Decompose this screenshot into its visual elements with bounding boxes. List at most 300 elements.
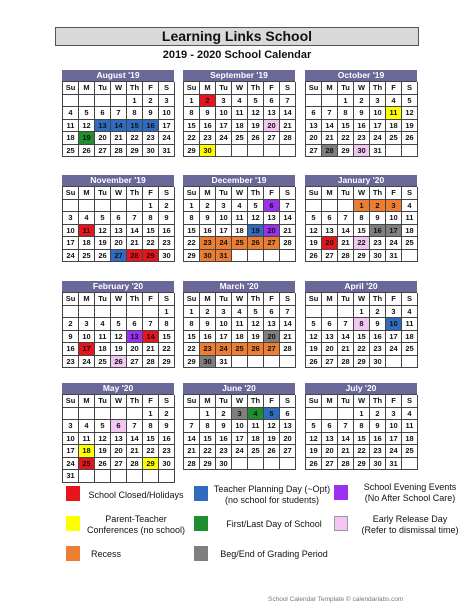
day-cell: 23 [200,343,216,356]
empty-cell [306,306,322,319]
day-cell: 2 [159,200,175,213]
day-cell: 5 [264,408,280,421]
day-cell: 25 [63,145,79,158]
weekday-label: Tu [338,293,354,306]
day-cell: 21 [184,445,200,458]
weekday-label: S [280,187,296,200]
day-cell: 16 [200,120,216,133]
day-cell: 15 [184,120,200,133]
day-cell: 22 [354,343,370,356]
weekday-label: M [79,395,95,408]
day-cell: 25 [95,356,111,369]
day-cell: 30 [143,145,159,158]
day-cell: 10 [63,433,79,446]
month-calendar [305,383,417,470]
weekday-label: W [111,82,127,95]
day-cell: 27 [306,145,322,158]
day-cell: 20 [280,433,296,446]
day-cell: 23 [200,132,216,145]
day-cell: 9 [63,331,79,344]
month-day-grid [62,394,174,483]
day-cell: 11 [95,331,111,344]
empty-cell [322,408,338,421]
empty-cell [280,250,296,263]
weekday-label: Tu [95,82,111,95]
day-cell: 10 [216,107,232,120]
day-cell: 14 [143,331,159,344]
day-cell: 14 [280,107,296,120]
day-cell: 15 [184,225,200,238]
empty-cell [63,95,79,108]
day-cell: 8 [354,318,370,331]
month-calendar [62,70,174,157]
day-cell: 30 [200,145,216,158]
day-cell: 24 [386,445,402,458]
day-cell: 12 [111,331,127,344]
weekday-label: S [159,187,175,200]
day-cell: 2 [354,95,370,108]
day-cell: 20 [306,132,322,145]
month-title: September '19 [183,70,295,81]
day-cell: 9 [370,212,386,225]
day-cell: 27 [111,458,127,471]
empty-cell [95,306,111,319]
weekday-label: S [159,82,175,95]
legend-text: School Closed/Holidays [88,490,184,500]
day-cell: 6 [264,95,280,108]
day-cell: 31 [370,145,386,158]
weekday-label: Th [127,82,143,95]
weekday-label: Su [184,395,200,408]
day-cell: 11 [63,120,79,133]
day-cell: 28 [338,250,354,263]
day-cell: 7 [111,107,127,120]
day-cell: 8 [354,212,370,225]
day-cell: 27 [264,237,280,250]
day-cell: 5 [402,95,418,108]
day-cell: 30 [370,458,386,471]
day-cell: 30 [216,458,232,471]
day-cell: 21 [338,343,354,356]
day-cell: 10 [63,225,79,238]
weekday-label: W [354,395,370,408]
day-cell: 16 [63,343,79,356]
weekday-label: F [386,395,402,408]
month-day-grid [305,186,417,262]
weekday-label: Su [63,187,79,200]
day-cell: 26 [248,237,264,250]
day-cell: 28 [338,356,354,369]
weekday-label: Th [370,293,386,306]
day-cell: 12 [248,212,264,225]
weekday-label: S [402,187,418,200]
day-cell: 20 [111,445,127,458]
day-cell: 19 [306,445,322,458]
legend-swatch-pink [334,516,348,531]
day-cell: 18 [79,445,95,458]
day-cell: 4 [63,107,79,120]
empty-cell [79,200,95,213]
empty-cell [322,306,338,319]
month-title: December '19 [183,175,295,186]
weekday-label: S [280,293,296,306]
day-cell: 9 [159,212,175,225]
day-cell: 13 [264,107,280,120]
day-cell: 12 [402,107,418,120]
weekday-label: M [200,293,216,306]
day-cell: 24 [386,343,402,356]
day-cell: 2 [200,95,216,108]
month-calendar [62,383,174,483]
day-cell: 11 [232,107,248,120]
weekday-label: Th [248,187,264,200]
day-cell: 31 [216,250,232,263]
day-cell: 21 [143,343,159,356]
day-cell: 22 [354,445,370,458]
day-cell: 9 [216,420,232,433]
day-cell: 17 [216,120,232,133]
day-cell: 13 [127,331,143,344]
weekday-label: F [386,293,402,306]
legend-swatch-green [194,516,208,531]
day-cell: 16 [370,225,386,238]
empty-cell [322,95,338,108]
day-cell: 17 [386,331,402,344]
day-cell: 17 [216,331,232,344]
day-cell: 14 [127,225,143,238]
day-cell: 27 [322,250,338,263]
day-cell: 29 [338,145,354,158]
weekday-label: F [386,187,402,200]
day-cell: 24 [216,237,232,250]
day-cell: 19 [402,120,418,133]
day-cell: 26 [79,145,95,158]
day-cell: 6 [111,420,127,433]
day-cell: 27 [280,445,296,458]
day-cell: 6 [95,107,111,120]
day-cell: 25 [386,132,402,145]
day-cell: 9 [354,107,370,120]
day-cell: 21 [338,445,354,458]
day-cell: 15 [354,433,370,446]
empty-cell [306,408,322,421]
day-cell: 23 [370,237,386,250]
day-cell: 9 [370,318,386,331]
day-cell: 26 [248,343,264,356]
day-cell: 2 [370,306,386,319]
day-cell: 24 [79,356,95,369]
empty-cell [248,458,264,471]
day-cell: 29 [143,458,159,471]
weekday-label: Th [370,187,386,200]
day-cell: 3 [216,306,232,319]
day-cell: 3 [216,200,232,213]
day-cell: 25 [232,132,248,145]
month-day-grid [183,186,295,262]
day-cell: 4 [386,95,402,108]
day-cell: 18 [402,331,418,344]
empty-cell [338,200,354,213]
day-cell: 25 [79,250,95,263]
day-cell: 6 [111,212,127,225]
month-day-grid [62,292,174,368]
day-cell: 3 [386,200,402,213]
day-cell: 8 [338,107,354,120]
weekday-label: W [232,293,248,306]
day-cell: 17 [63,445,79,458]
day-cell: 3 [159,95,175,108]
day-cell: 17 [386,225,402,238]
day-cell: 18 [248,433,264,446]
month-calendar [305,281,417,368]
day-cell: 1 [338,95,354,108]
day-cell: 9 [143,107,159,120]
day-cell: 26 [264,445,280,458]
day-cell: 10 [79,331,95,344]
day-cell: 11 [402,212,418,225]
day-cell: 16 [200,331,216,344]
day-cell: 26 [111,356,127,369]
day-cell: 13 [322,225,338,238]
day-cell: 6 [306,107,322,120]
legend-text: School Evening Events (No After School Care) [363,482,457,503]
weekday-label: Tu [95,395,111,408]
day-cell: 23 [354,132,370,145]
day-cell: 20 [322,445,338,458]
day-cell: 10 [370,107,386,120]
day-cell: 19 [248,331,264,344]
weekday-label: Su [184,187,200,200]
day-cell: 26 [248,132,264,145]
day-cell: 3 [63,420,79,433]
day-cell: 30 [200,356,216,369]
day-cell: 18 [232,331,248,344]
day-cell: 23 [63,356,79,369]
empty-cell [143,306,159,319]
day-cell: 31 [159,145,175,158]
weekday-label: Su [306,293,322,306]
day-cell: 19 [248,225,264,238]
day-cell: 26 [306,356,322,369]
day-cell: 12 [95,225,111,238]
day-cell: 10 [232,420,248,433]
weekday-label: Th [248,82,264,95]
day-cell: 28 [143,356,159,369]
day-cell: 11 [402,318,418,331]
day-cell: 2 [63,318,79,331]
empty-cell [111,200,127,213]
day-cell: 2 [200,306,216,319]
day-cell: 6 [322,318,338,331]
empty-cell [402,458,418,471]
day-cell: 13 [95,120,111,133]
empty-cell [338,408,354,421]
weekday-label: W [232,187,248,200]
day-cell: 3 [79,318,95,331]
day-cell: 19 [306,343,322,356]
day-cell: 7 [280,95,296,108]
day-cell: 23 [143,132,159,145]
day-cell: 29 [127,145,143,158]
day-cell: 24 [63,250,79,263]
weekday-label: Th [370,82,386,95]
weekday-label: Su [306,82,322,95]
day-cell: 18 [79,237,95,250]
weekday-label: W [111,187,127,200]
empty-cell [280,145,296,158]
empty-cell [322,200,338,213]
day-cell: 14 [338,331,354,344]
day-cell: 26 [306,458,322,471]
day-cell: 15 [354,225,370,238]
day-cell: 26 [402,132,418,145]
day-cell: 20 [264,120,280,133]
day-cell: 14 [322,120,338,133]
month-title: April '20 [305,281,417,292]
day-cell: 27 [264,343,280,356]
month-calendar [62,281,174,368]
day-cell: 1 [159,306,175,319]
month-title: May '20 [62,383,174,394]
day-cell: 10 [216,212,232,225]
day-cell: 11 [386,107,402,120]
empty-cell [306,95,322,108]
calendar-year-title: 2019 - 2020 School Calendar [162,49,312,61]
empty-cell [127,408,143,421]
month-calendar [183,281,295,368]
day-cell: 30 [159,250,175,263]
day-cell: 21 [111,132,127,145]
day-cell: 19 [264,433,280,446]
day-cell: 19 [306,237,322,250]
day-cell: 1 [200,408,216,421]
day-cell: 14 [338,225,354,238]
day-cell: 2 [200,200,216,213]
weekday-label: Th [248,293,264,306]
day-cell: 14 [280,318,296,331]
day-cell: 4 [79,420,95,433]
weekday-label: S [402,82,418,95]
day-cell: 21 [338,237,354,250]
footer-credit: School Calendar Template © calendarlabs.com [268,596,404,603]
empty-cell [264,458,280,471]
month-day-grid [62,81,174,157]
day-cell: 16 [354,120,370,133]
weekday-label: S [402,293,418,306]
day-cell: 10 [386,420,402,433]
weekday-label: Tu [216,293,232,306]
month-day-grid [183,292,295,368]
day-cell: 29 [184,356,200,369]
legend-text: Beg/End of Grading Period [220,549,328,559]
empty-cell [264,250,280,263]
day-cell: 26 [95,250,111,263]
day-cell: 19 [79,132,95,145]
day-cell: 7 [127,212,143,225]
weekday-label: Su [63,82,79,95]
day-cell: 12 [264,420,280,433]
weekday-label: Th [248,395,264,408]
day-cell: 12 [306,225,322,238]
weekday-label: M [79,187,95,200]
weekday-label: M [322,293,338,306]
day-cell: 13 [111,225,127,238]
empty-cell [248,356,264,369]
day-cell: 20 [264,331,280,344]
day-cell: 2 [159,408,175,421]
day-cell: 7 [184,420,200,433]
empty-cell [280,356,296,369]
weekday-label: W [232,395,248,408]
month-title: August '19 [62,70,174,81]
day-cell: 6 [264,306,280,319]
day-cell: 11 [79,433,95,446]
day-cell: 4 [79,212,95,225]
weekday-label: M [322,395,338,408]
day-cell: 16 [200,225,216,238]
day-cell: 10 [386,212,402,225]
day-cell: 1 [143,408,159,421]
day-cell: 14 [111,120,127,133]
weekday-label: W [354,82,370,95]
day-cell: 24 [386,237,402,250]
day-cell: 16 [370,331,386,344]
empty-cell [111,408,127,421]
empty-cell [232,250,248,263]
empty-cell [95,408,111,421]
weekday-label: W [232,82,248,95]
weekday-label: M [200,187,216,200]
day-cell: 8 [184,212,200,225]
day-cell: 10 [216,318,232,331]
day-cell: 28 [111,145,127,158]
day-cell: 31 [386,458,402,471]
weekday-label: M [79,82,95,95]
empty-cell [232,145,248,158]
day-cell: 3 [386,306,402,319]
weekday-label: M [200,395,216,408]
day-cell: 21 [127,445,143,458]
day-cell: 1 [354,200,370,213]
empty-cell [95,200,111,213]
day-cell: 5 [248,200,264,213]
weekday-label: F [386,82,402,95]
day-cell: 19 [95,237,111,250]
weekday-label: Tu [338,395,354,408]
day-cell: 5 [248,306,264,319]
day-cell: 15 [143,433,159,446]
weekday-label: F [264,293,280,306]
weekday-label: Su [184,293,200,306]
day-cell: 3 [216,95,232,108]
empty-cell [264,145,280,158]
day-cell: 5 [248,95,264,108]
day-cell: 22 [338,132,354,145]
day-cell: 16 [143,120,159,133]
day-cell: 28 [280,237,296,250]
day-cell: 29 [143,250,159,263]
day-cell: 28 [184,458,200,471]
day-cell: 5 [79,107,95,120]
month-calendar [62,175,174,262]
month-title: February '20 [62,281,174,292]
weekday-label: S [159,293,175,306]
day-cell: 3 [63,212,79,225]
legend-swatch-gray [194,546,208,561]
day-cell: 8 [200,420,216,433]
weekday-label: W [111,395,127,408]
empty-cell [232,458,248,471]
